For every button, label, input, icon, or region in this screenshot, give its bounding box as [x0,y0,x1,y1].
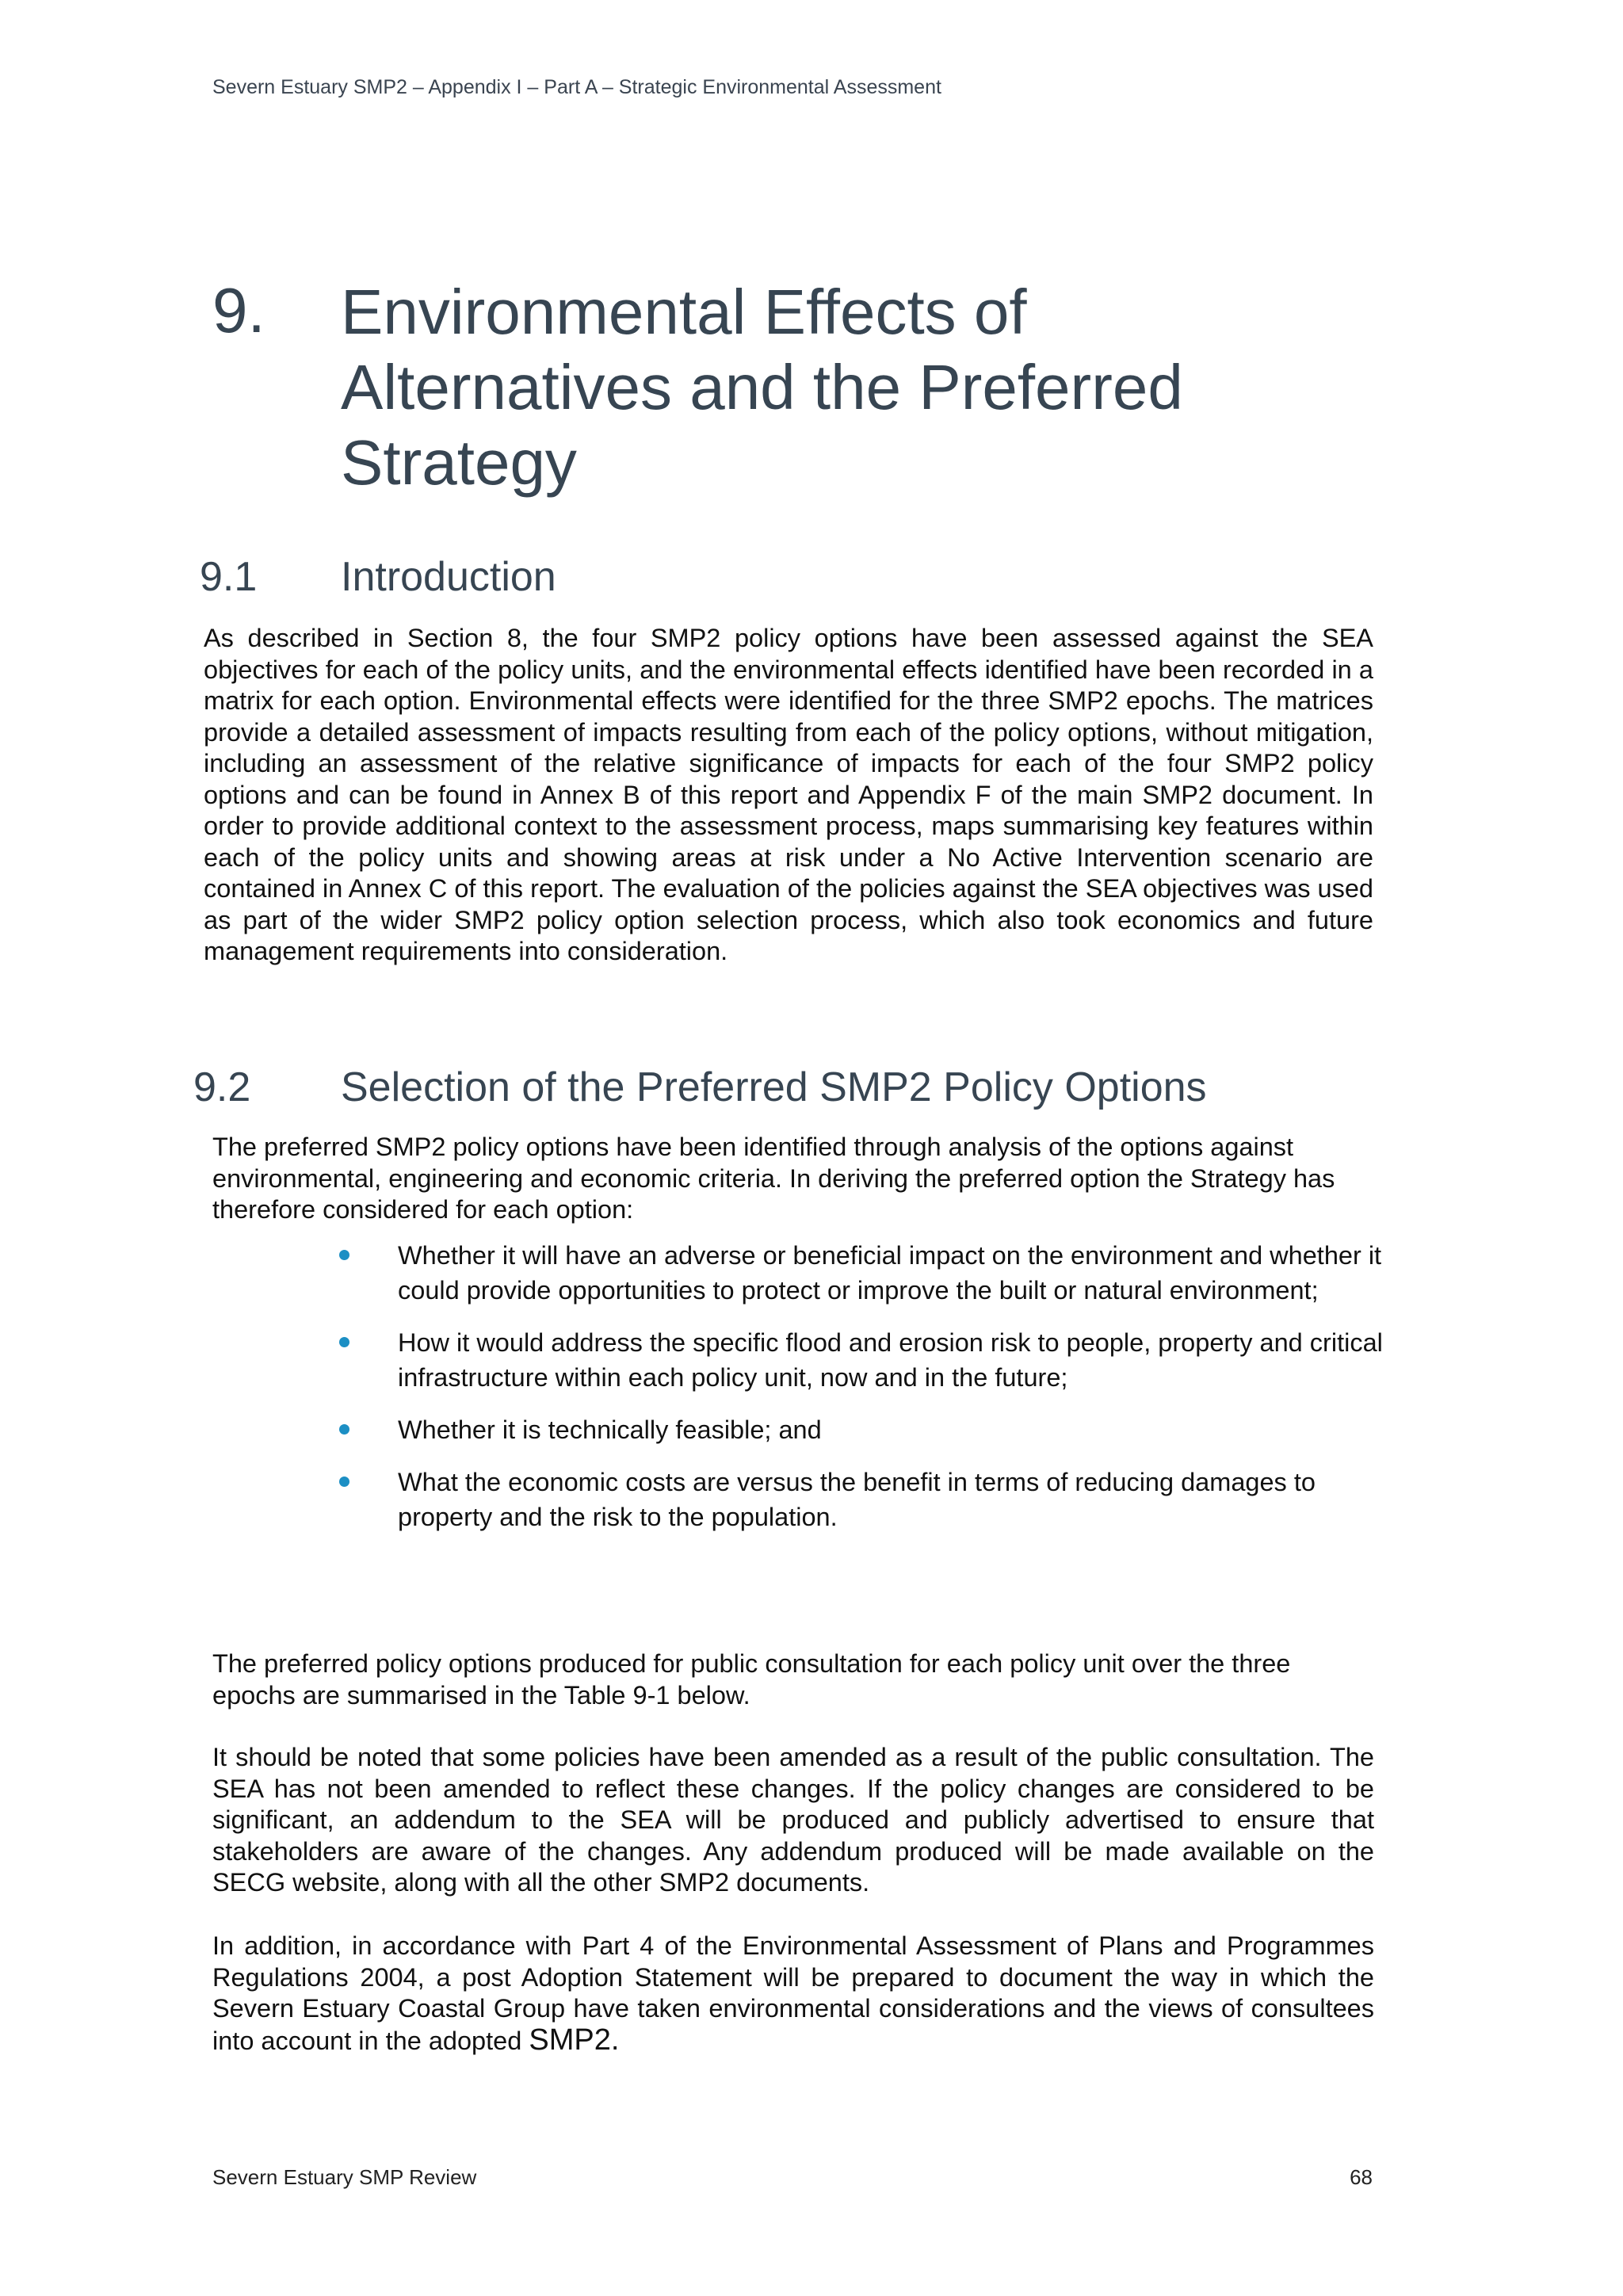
bullet-text: Whether it will have an adverse or beneficial impact on the environment and whether it could provide opportunities to protect or improve the built or natural environment; [398,1241,1382,1305]
adoption-statement-end: SMP2. [529,2023,620,2057]
bullet-text: How it would address the specific flood and erosion risk to people, property and critical infrastructure within each policy unit, now and in the future; [398,1328,1383,1392]
section-9-1-number: 9.1 [200,554,258,600]
section-9-2-title: Selection of the Preferred SMP2 Policy Options [341,1064,1207,1110]
chapter-number: 9. [212,275,265,346]
criteria-bullet-list [339,1238,1393,1552]
selection-intro-paragraph: The preferred SMP2 policy options have been identified through analysis of the options against environmental, engineering and economic criteria. In deriving the preferred option the Strategy has therefore considered for each option: [212,1133,1335,1224]
bullet-icon [339,1477,349,1487]
table-reference-paragraph: The preferred policy options produced for public consultation for each policy unit over the three epochs are summarised in the Table 9-1 below. [212,1649,1291,1710]
bullet-icon [339,1337,349,1347]
bullet-icon [339,1250,349,1260]
list-item [339,1238,1393,1308]
amendment-paragraph: It should be noted that some policies have been amended as a result of the public consultation. The SEA has not been amended to reflect these changes. If the policy changes are considered to be significant, an addendum to the SEA will be produced and publicly advertised to ensure that stakeholders are aware of the changes. Any addendum produced will be made available on the SECG website, along with all the other SMP2 documents. [212,1743,1374,1897]
section-9-1-title: Introduction [341,554,556,600]
list-item [339,1325,1393,1395]
footer-document-title: Severn Estuary SMP Review [212,2165,477,2189]
list-item [339,1412,1393,1447]
bullet-icon [339,1424,349,1435]
list-item [339,1465,1393,1534]
bullet-text: What the economic costs are versus the benefit in terms of reducing damages to property and the risk to the population. [398,1468,1316,1531]
chapter-title-line-2: Alternatives and the Preferred [341,352,1183,422]
bullet-text: Whether it is technically feasible; and [398,1415,822,1444]
adoption-statement-text: In addition, in accordance with Part 4 of the Environmental Assessment of Plans and Programmes Regulations 2004, a post Adoption Statement will be prepared to document the way in which the Severn Estuary Coastal Group have taken environmental considerations and the views of consultees into account in the adopted [212,1931,1374,2055]
adoption-statement-paragraph [212,1931,1374,2057]
running-header: Severn Estuary SMP2 – Appendix I – Part A – Strategic Environmental Assessment [212,76,941,98]
page-number: 68 [1350,2165,1373,2189]
introduction-paragraph: As described in Section 8, the four SMP2 policy options have been assessed against the SEA objectives for each of the policy units, and the environmental effects identified have been recorded in a matrix for each option. Environmental effects were identified for the three SMP2 epochs. The matrices provide a detailed assessment of impacts resulting from each of the policy options, without mitigation, including an assessment of the relative significance of impacts for each of the four SMP2 policy options and can be found in Annex B of this report and Appendix F of the main SMP2 document. In order to provide additional context to the assessment process, maps summarising key features within each of the policy units and showing areas at risk under a No Active Intervention scenario are contained in Annex C of this report. The evaluation of the policies against the SEA objectives was used as part of the wider SMP2 policy option selection process, which also took economics and future management requirements into consideration. [204,624,1373,965]
chapter-title-line-3: Strategy [341,427,577,498]
chapter-title-line-1: Environmental Effects of [341,277,1027,347]
chapter-title [341,279,1450,505]
section-9-2-number: 9.2 [193,1064,251,1110]
